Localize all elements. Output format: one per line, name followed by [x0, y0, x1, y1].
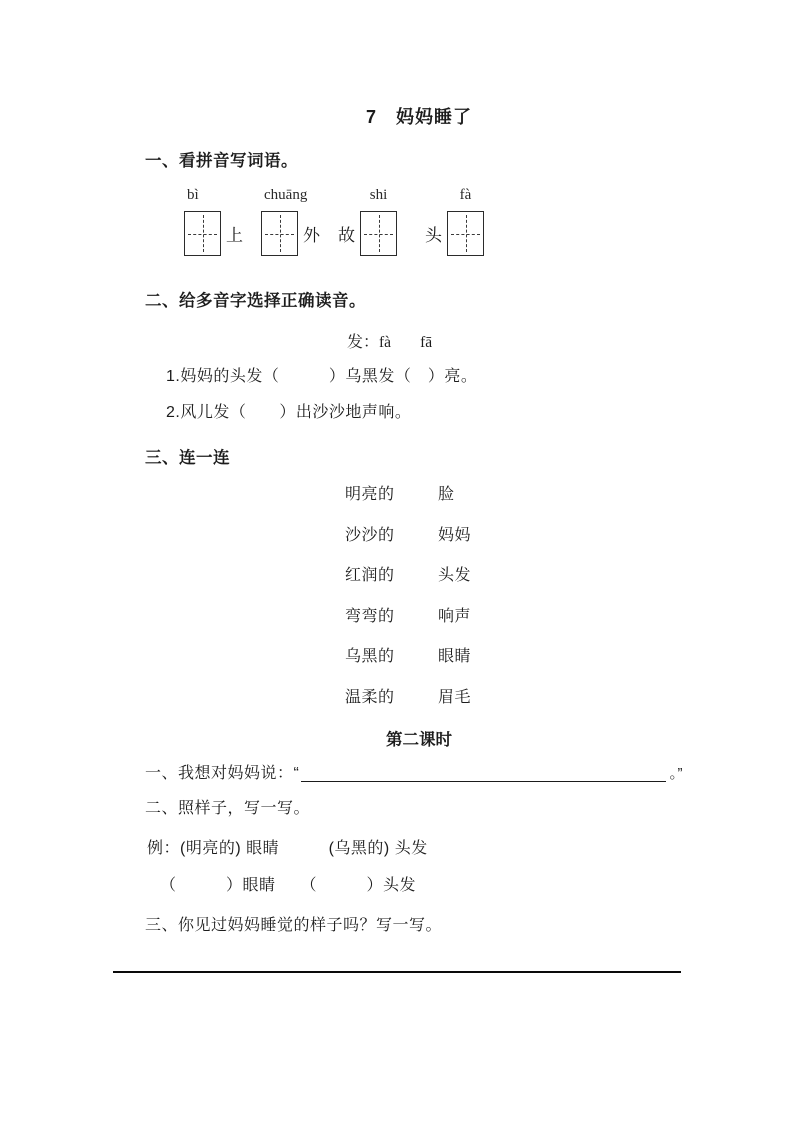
- fill-in-line: （ ）眼睛 （ ）头发: [160, 877, 417, 894]
- page-title: 7 妈妈睡了: [365, 107, 472, 127]
- writing-box[interactable]: [261, 211, 298, 256]
- pinyin-word-group: [261, 187, 320, 256]
- pinyin-label: shi: [369, 187, 388, 203]
- pronunciation-option-2: fā: [420, 334, 433, 351]
- pinyin-word-group: [184, 187, 243, 256]
- hanzi-prefix: 故: [338, 226, 355, 245]
- question1-prefix: 一、我想对妈妈说：“: [145, 765, 300, 782]
- matching-exercise: [345, 485, 471, 729]
- question1-suffix: 。”: [669, 765, 683, 782]
- match-right: 妈妈: [438, 526, 472, 544]
- section1-heading: 一、看拼音写词语。: [145, 152, 298, 170]
- part2-heading: 第二课时: [386, 731, 452, 749]
- match-left: 乌黑的: [345, 648, 395, 666]
- hanzi-suffix: 外: [303, 226, 320, 245]
- match-pair: [345, 647, 471, 688]
- question2-text: 二、照样子，写一写。: [145, 800, 311, 817]
- polyphone-character: 发：: [347, 334, 380, 351]
- match-right: 眉毛: [438, 688, 472, 706]
- question3-text: 三、你见过妈妈睡觉的样子吗？写一写。: [145, 917, 443, 934]
- match-left: 弯弯的: [345, 607, 395, 625]
- pinyin-word-group: [338, 187, 397, 256]
- match-left: 温柔的: [345, 688, 395, 706]
- footer-divider: [113, 971, 681, 973]
- match-left: 沙沙的: [345, 526, 395, 544]
- pinyin-label: fà: [459, 187, 472, 203]
- match-left: 红润的: [345, 567, 395, 585]
- match-pair: [345, 607, 471, 648]
- pinyin-word-list: [184, 187, 484, 256]
- writing-box[interactable]: [360, 211, 397, 256]
- example-line: 例：(明亮的) 眼睛 (乌黑的) 头发: [147, 840, 428, 857]
- match-right: 头发: [438, 567, 472, 585]
- section2-heading: 二、给多音字选择正确读音。: [145, 292, 366, 310]
- pinyin-label: bì: [187, 187, 199, 203]
- pronunciation-options: [347, 329, 432, 352]
- pinyin-word-group: [425, 187, 484, 256]
- section3-heading: 三、连一连: [145, 449, 230, 467]
- match-right: 脸: [438, 486, 455, 503]
- pronunciation-option-1: fà: [379, 334, 392, 351]
- match-pair: [345, 566, 471, 607]
- match-pair: [345, 688, 471, 729]
- hanzi-prefix: 头: [425, 226, 442, 245]
- question1-row: [145, 762, 683, 784]
- writing-box[interactable]: [447, 211, 484, 256]
- writing-box[interactable]: [184, 211, 221, 256]
- answer-blank-line[interactable]: [301, 762, 665, 782]
- match-pair: [345, 526, 471, 567]
- match-right: 响声: [438, 607, 472, 625]
- match-right: 眼睛: [438, 648, 472, 666]
- match-pair: [345, 485, 471, 526]
- pinyin-label: chuāng: [264, 187, 308, 203]
- sentence-blank-2: 2.风儿发（ ）出沙沙地声响。: [166, 404, 412, 421]
- hanzi-suffix: 上: [226, 226, 243, 245]
- match-left: 明亮的: [345, 486, 395, 503]
- sentence-blank-1: 1.妈妈的头发（ ）乌黑发（ ）亮。: [166, 368, 478, 385]
